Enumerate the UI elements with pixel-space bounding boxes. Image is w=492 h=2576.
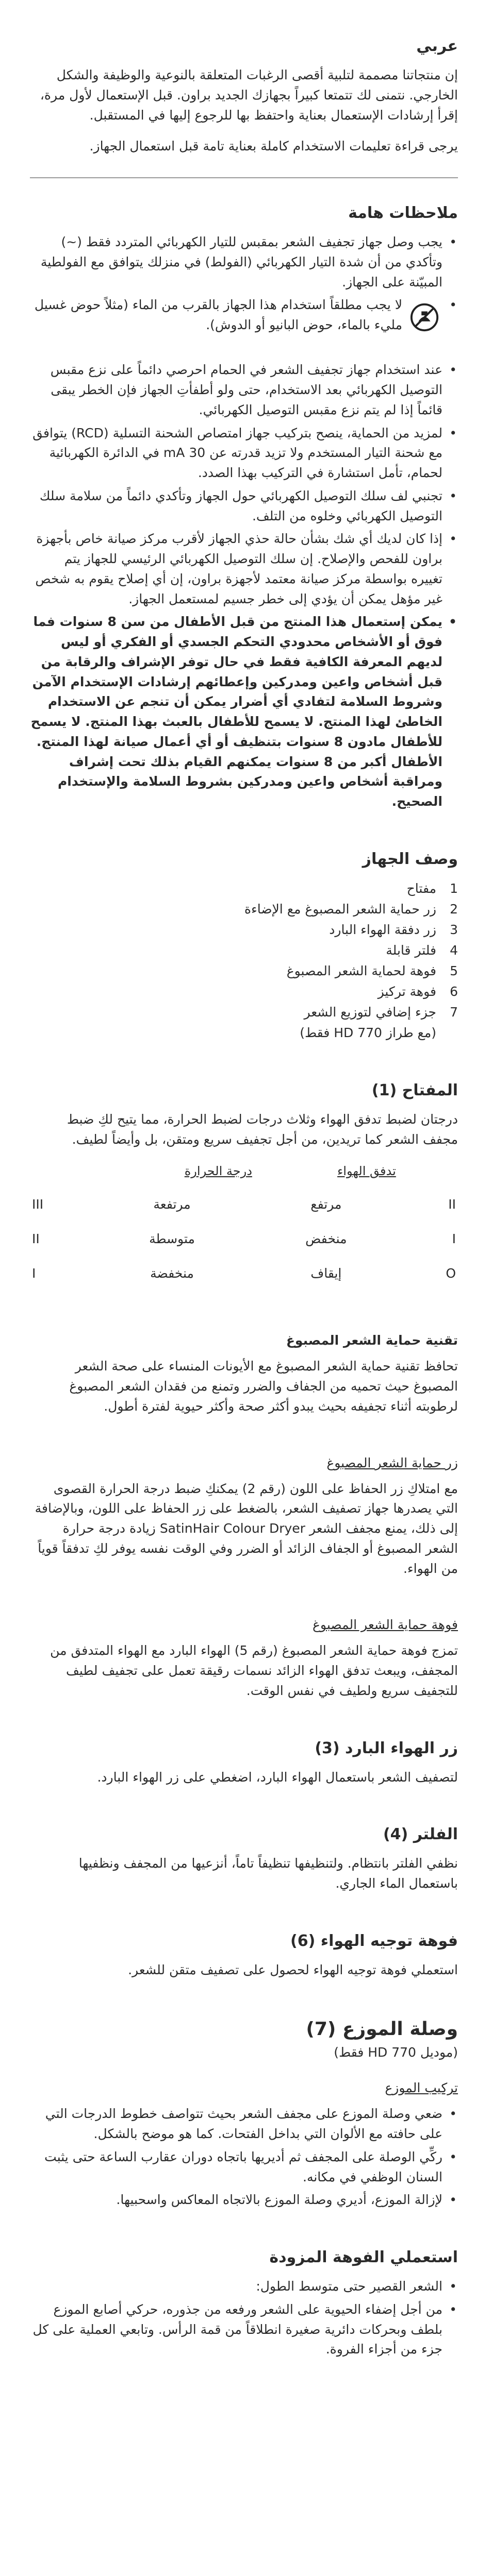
color-nozzle-title: فوهة حماية الشعر المصبوغ	[313, 1617, 458, 1633]
note-text: • لا يجب مطلقاً استخدام هذا الجهاز بالقرب من الماء (مثلاً حوض غسيل مليء بالماء، حوض البانيو أو الدوش).	[34, 297, 402, 332]
filter-title: الفلتر (4)	[383, 1825, 458, 1844]
diffuser-title: وصلة الموزع (7)	[306, 2018, 458, 2040]
note-item: • لمزيد من الحماية، ينصح بتركيب جهاز امتصاص الشحنة التسلية (RCD) يتوافق مع شحنة التيار المستخدم ولا تزيد قدرته عن 30 mA في الدائرة الكهربائية لحمام، تأمل استشارة في التركيب بهذا الصدد.	[30, 423, 458, 483]
color-nozzle-section	[30, 1616, 458, 1701]
part-item	[30, 899, 458, 920]
diffuser-step: • ركِّي الوصلة على المجفف ثم أديريها باتجاه دوران عقارب الساعة حتى يثبت السنان الوظفي في مكانه.	[30, 2147, 458, 2188]
air-value: مرتفع	[310, 1197, 342, 1212]
part-item	[30, 1002, 458, 1023]
part-label: فلتر قابلة	[386, 942, 436, 958]
note-item-children: • يمكن إستعمال هذا المنتج من قبل الأطفال من سن 8 سنوات فما فوق أو الأشخاص محدودي التحكم الجسدي أو الفكري أو ليس لديهم المعرفة الكافية فقط في حال توفر الإشراف والرقابة من قبل أشخاص واعين ومدركين وإعطائهم إرشادات الإستخدام الآمن وشروط السلامة لتفادي أي أضرار يمكن أن تنجم عن الاستخدام الخاطئ لهذا المنتج. لا يسمح للأطفال بالعبث بهذا المنتج. لا يسمح للأطفال مادون 8 سنوات بتنظيف أو أي أعمال صيانة لهذا المنتج. الأطفال أكبر من 8 سنوات يمكنهم القيام بذلك تحت إشراف ومراقبة أشخاص واعين ومدركين بشروط السلامة والإستخدام الصحيح.	[30, 612, 458, 812]
part-number: 6	[450, 984, 458, 999]
part-number: 1	[450, 880, 458, 896]
diffuser-step: • لإزالة الموزع، أديري وصلة الموزع بالاتجاه المعاكس واسحبيها.	[30, 2190, 458, 2210]
cold-shot-title: زر الهواء البارد (3)	[315, 1739, 458, 1757]
usage-item: • من أجل إضفاء الحيوية على الشعر ورفعه من جذوره، حركي أصابع الموزع بلطف وبحركات دائرية صغيرة انطلاقاً من قمة الرأس. وتابعي العملية على كل جزء من أجزاء الفروة.	[30, 2300, 458, 2360]
color-button-title: زر حماية الشعر المصبوغ	[326, 1455, 458, 1470]
part-number: 4	[450, 942, 458, 958]
switch-title: المفتاح (1)	[371, 1081, 458, 1099]
part-number: 5	[450, 963, 458, 978]
air-level: O	[446, 1266, 456, 1281]
air-level: I	[452, 1231, 456, 1247]
part-item-model-note	[30, 1023, 458, 1043]
concentrator-body: استعملي فوهة توجيه الهواء لحصول على تصفيف متقن للشعر.	[128, 1962, 458, 1977]
part-label: مفتاح	[406, 880, 436, 896]
air-value: منخفض	[305, 1231, 347, 1247]
notes-list	[30, 232, 458, 812]
description-section	[30, 849, 458, 1043]
intro-paragraph: إن منتجاتنا مصممة لتلبية أقصى الرغبات المتعلقة بالنوعية والوظيفة والشكل الخارجي. نتمنى لك تتمتعا كبيراً بجهازك الجديد براون. قبل الإستعمال لأول مرة، إقرأ إرشادات الإستعمال بعناية واحتفظ بها للرجوع إليها في المستقبل.	[40, 67, 458, 123]
usage-section	[30, 2247, 458, 2360]
diffuser-model-note: (موديل HD 770 فقط)	[334, 2045, 458, 2060]
description-title: وصف الجهاز	[362, 850, 458, 868]
color-tech-title: تقنية حماية الشعر المصبوغ	[286, 1333, 458, 1348]
note-item: • تجنبي لف سلك التوصيل الكهربائي حول الجهاز وتأكدي دائماً من سلامة سلك التوصيل الكهربائي وخلوه من التلف.	[30, 486, 458, 527]
important-notes-section	[30, 203, 458, 812]
part-label: زر حماية الشعر المصبوغ مع الإضاءة	[244, 901, 436, 917]
air-value: إيقاف	[310, 1266, 342, 1281]
diffuser-step: • ضعي وصلة الموزع على مجفف الشعر بحيث تتواصف خطوط الدرجات التي على حافته مع الألوان التي بداخل الفتحات. كما هو موضح بالشكل.	[30, 2104, 458, 2144]
settings-table	[30, 1161, 458, 1294]
diffuser-steps	[30, 2104, 458, 2210]
heat-level: III	[32, 1197, 44, 1212]
settings-row	[30, 1260, 458, 1294]
no-water-warning-icon	[409, 302, 439, 332]
parts-list	[30, 878, 458, 1043]
color-button-body: مع امتلاكِ زر الحفاظ على اللون (رقم 2) يمكنكِ ضبط درجة الحرارة القصوى التي يصدرها جهاز تصفيف الشعر، بالضغط على زر الحفاظ على اللون، وبالإضافة إلى ذلك، يمنع مجفف الشعر SatinHair Colour Dryer زيادة درجة حرارة الشعر المصبوغ أو الجفاف الزائد أو الضرر وفي الوقت نفسه يوفر لكِ تدفقاً قوياً من الهواء.	[35, 1481, 458, 1576]
note-item: • إذا كان لديك أي شك بشأن حالة حذي الجهاز لأقرب مركز صيانة خاص بأجهزة براون للفحص والإصلاح. إن سلك التوصيل الكهربائي الرئيسي للجهاز يتم تغييره بواسطة مركز صيانة معتمد لأجهزة براون، إن أي إصلاح يقوم به شخص غير مؤهل يمكن أن يؤدي إلى خطر جسيم لمستعمل الجهاز.	[30, 529, 458, 609]
part-number	[444, 1023, 458, 1043]
color-button-section	[30, 1454, 458, 1579]
notes-title: ملاحظات هامة	[348, 204, 458, 222]
col-air-flow: تدفق الهواء	[337, 1164, 396, 1179]
switch-section	[30, 1080, 458, 1295]
heat-value: منخفضة	[150, 1266, 194, 1281]
color-tech-body: تحافظ تقنية حماية الشعر المصبوغ مع الأيونات المنساء على صحة الشعر المصبوغ حيث تحميه من الجفاف والضرر وتمنع من فقدان الشعر المصبوغ لرطوبته أثناء تجفيفه بحيث يبدو أكثر صحة وأكثر حيوية لفترة أطول.	[69, 1359, 458, 1414]
col-temperature: درجة الحرارة	[184, 1164, 252, 1179]
part-label: زر دفقة الهواء البارد	[329, 922, 436, 937]
note-item: • عند استخدام جهاز تجفيف الشعر في الحمام احرصي دائماً على نزع مقبس التوصيل الكهربائي بعد الاستخدام، حتى ولو أطفأتِ الجهاز فإن الخطر يبقى قائماً إذا لم يتم نزع مقبس التوصيل الكهربائي.	[30, 360, 458, 420]
filter-section	[30, 1824, 458, 1894]
part-item	[30, 920, 458, 940]
usage-list	[30, 2277, 458, 2360]
part-label: جزء إضافي لتوزيع الشعر	[304, 1004, 436, 1020]
part-item	[30, 981, 458, 1002]
spacer	[398, 1161, 458, 1191]
part-item	[30, 940, 458, 961]
part-label: فوهة تركيز	[378, 984, 436, 999]
diffuser-section	[30, 2018, 458, 2211]
air-level: II	[448, 1197, 456, 1212]
settings-row	[30, 1191, 458, 1225]
part-number: 3	[450, 922, 458, 937]
heat-level: I	[32, 1266, 36, 1281]
heat-level: II	[32, 1231, 40, 1247]
fit-diffuser-title: تركيب الموزع	[385, 2080, 458, 2096]
intro-note: يرجى قراءة تعليمات الاستخدام كاملة بعناية تامة قبل استعمال الجهاز.	[89, 139, 458, 154]
filter-body: نظفي الفلتر بانتظام. ولتنظيفها تنظيفاً تاماً، أنزعيها من المجفف ونظفيها باستعمال الماء الجاري.	[78, 1856, 458, 1891]
heat-value: متوسطة	[149, 1231, 195, 1247]
color-nozzle-body: تمزج فوهة حماية الشعر المصبوغ (رقم 5) الهواء البارد مع الهواء المتدفق من المجفف، ويبعث تدفق الهواء الزائد نسمات رقيقة تعمل على تجفيف لطيف للتجفيف سريع ولطيف في نفس الوقت.	[50, 1643, 458, 1698]
color-tech-section	[30, 1331, 458, 1416]
usage-item: • الشعر القصير حتى متوسط الطول:	[30, 2277, 458, 2297]
part-item	[30, 961, 458, 981]
divider	[30, 177, 458, 178]
cold-shot-section	[30, 1738, 458, 1788]
concentrator-section	[30, 1931, 458, 1980]
settings-header-row	[30, 1161, 458, 1191]
part-label: (مع طراز HD 770 فقط)	[300, 1025, 436, 1040]
switch-body: درجتان لضبط تدفق الهواء وثلاث درجات لضبط الحرارة، مما يتيح لكِ ضبط مجفف الشعر كما تريدين، من أجل تجفيف سريع ومتقن، بل وأيضاً لطيف.	[67, 1111, 458, 1147]
heat-value: مرتفعة	[153, 1197, 191, 1212]
part-item	[30, 878, 458, 899]
part-label: فوهة لحماية الشعر المصبوغ	[286, 963, 436, 978]
concentrator-title: فوهة توجيه الهواء (6)	[290, 1931, 458, 1950]
note-item: • يجب وصل جهاز تجفيف الشعر بمقبس للتيار الكهربائي المتردد فقط (~) وتأكدي من أن شدة التيار الكهربائي (الفولط) في منزلك يتوافق مع الفولطية المبيّنة على الجهاز.	[30, 232, 458, 292]
settings-row	[30, 1225, 458, 1260]
spacer	[30, 1161, 90, 1191]
part-number: 2	[450, 901, 458, 917]
note-item-water-warning	[30, 295, 458, 357]
language-heading: عربي	[416, 37, 458, 55]
content-column	[30, 36, 458, 2397]
usage-title: استعملي الفوهة المزودة	[269, 2248, 458, 2267]
cold-shot-body: لتصفيف الشعر باستعمال الهواء البارد، اضغطي على زر الهواء البارد.	[97, 1769, 458, 1785]
part-number: 7	[450, 1004, 458, 1020]
